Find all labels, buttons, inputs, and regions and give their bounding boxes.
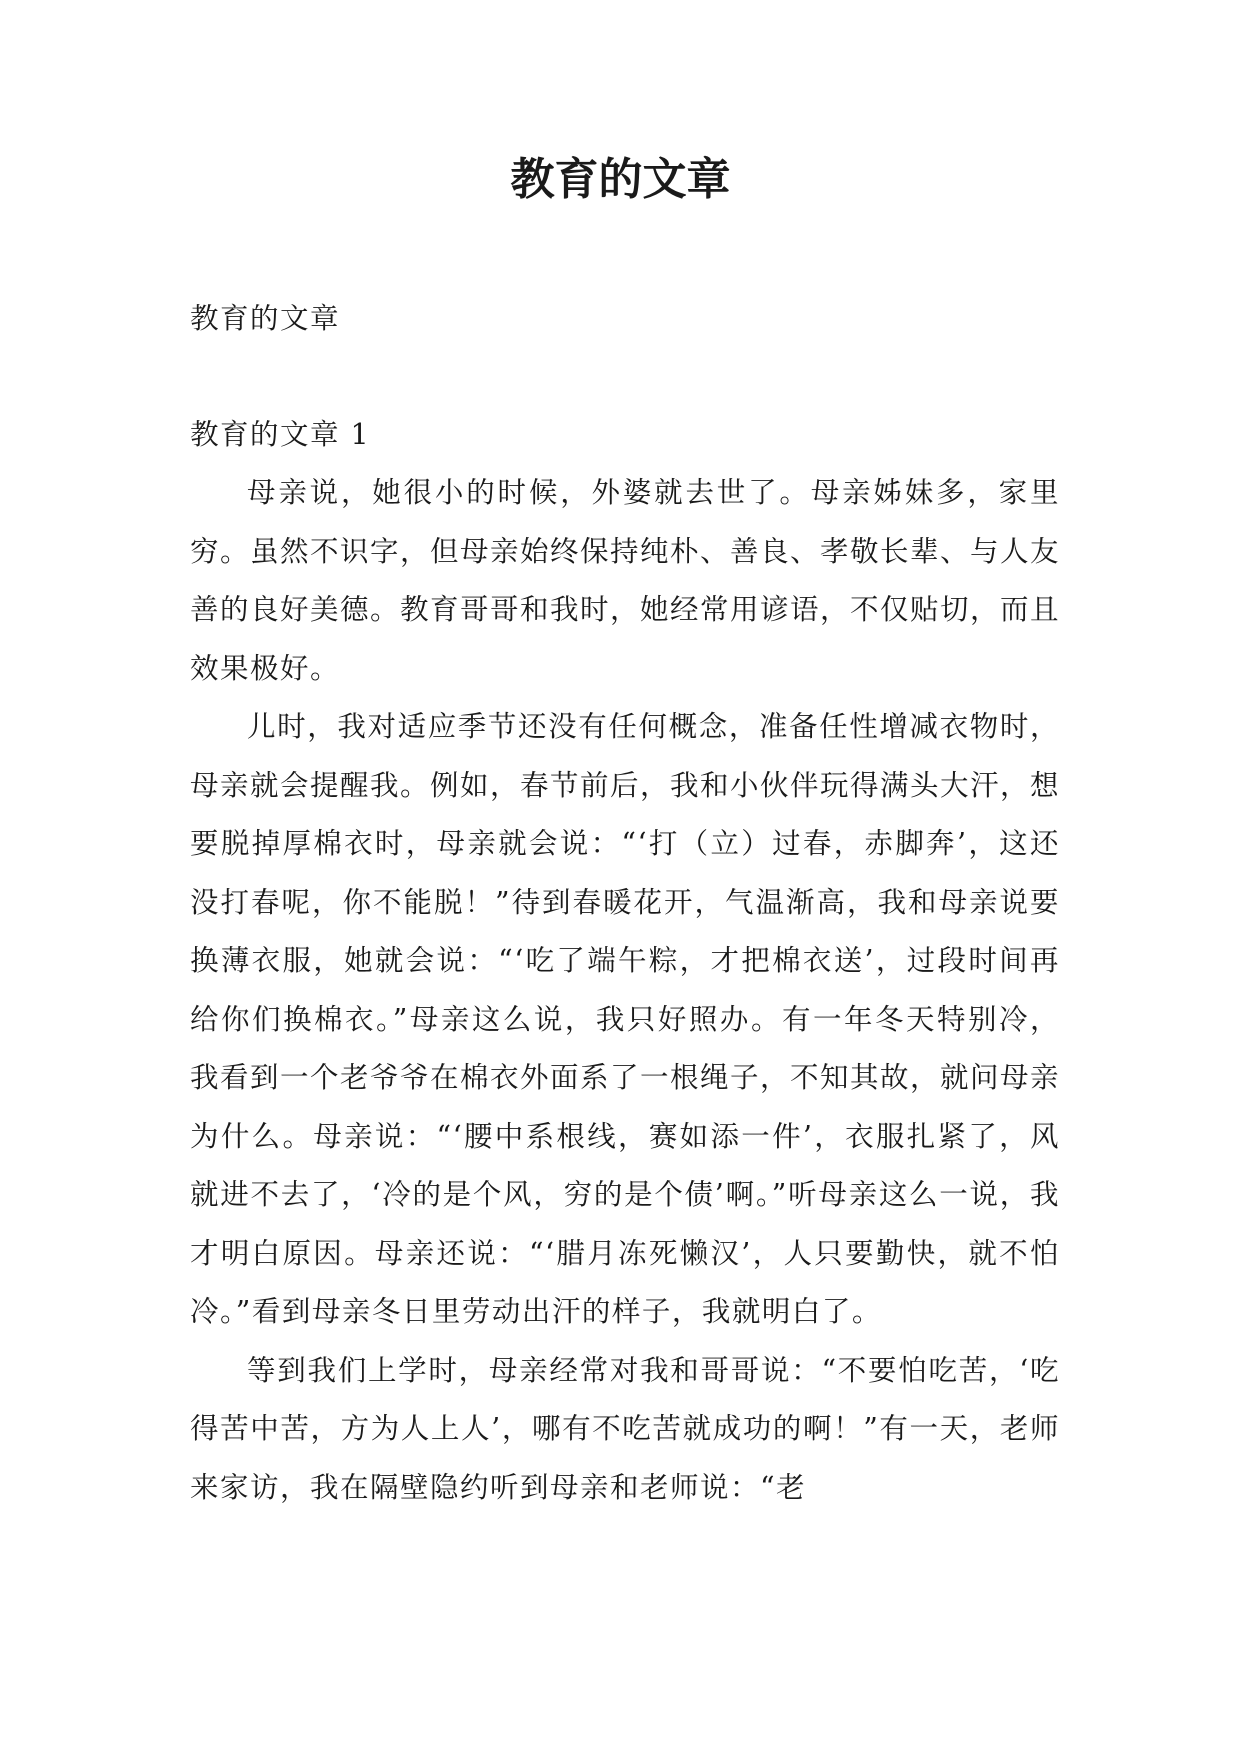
paragraph-3: 等到我们上学时，母亲经常对我和哥哥说：“不要怕吃苦，‘吃得苦中苦，方为人上人’，哪有不吃苦就成功的啊！”有一天，老师来家访，我在隔壁隐约听到母亲和老师说：“老 xyxy=(190,1353,1060,1504)
document-subtitle: 教育的文章 xyxy=(190,302,341,335)
document-body xyxy=(190,290,1060,1517)
paragraph-2: 儿时，我对适应季节还没有任何概念，准备任性增减衣物时，母亲就会提醒我。例如，春节前后，我和小伙伴玩得满头大汗，想要脱掉厚棉衣时，母亲就会说：“‘打（立）过春，赤脚奔’，这还没打春呢，你不能脱！”待到春暖花开，气温渐高，我和母亲说要换薄衣服，她就会说：“‘吃了端午粽，才把棉衣送’，过段时间再给你们换棉衣。”母亲这么说，我只好照办。有一年冬天特别冷，我看到一个老爷爷在棉衣外面系了一根绳子，不知其故，就问母亲为什么。母亲说：“‘腰中系根线，赛如添一件’，衣服扎紧了，风就进不去了，‘冷的是个风，穷的是个债’啊。”听母亲这么一说，我才明白原因。母亲还说：“‘腊月冻死懒汉’，人只要勤快，就不怕冷。”看到母亲冬日里劳动出汗的样子，我就明白了。 xyxy=(190,710,1061,1328)
paragraph-1: 母亲说，她很小的时候，外婆就去世了。母亲姊妹多，家里穷。虽然不识字，但母亲始终保持纯朴、善良、孝敬长辈、与人友善的良好美德。教育哥哥和我时，她经常用谚语，不仅贴切，而且效果极好。 xyxy=(190,476,1061,685)
document-title: 教育的文章 xyxy=(510,154,731,205)
section-heading: 教育的文章 1 xyxy=(190,417,371,451)
